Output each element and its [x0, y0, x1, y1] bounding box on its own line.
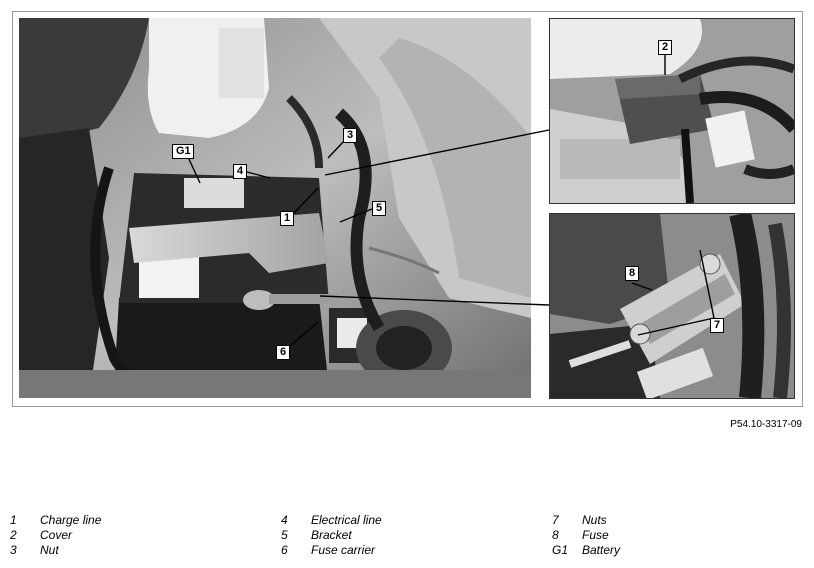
legend-label: Charge line [40, 513, 102, 527]
main-photo [19, 18, 531, 398]
legend-item [552, 513, 620, 528]
legend-number: 8 [552, 528, 559, 542]
legend-number: G1 [552, 543, 569, 557]
figure-reference: P54.10-3317-09 [730, 419, 802, 430]
callout-2: 2 [658, 40, 672, 55]
callout-6: 6 [276, 345, 290, 360]
callout-g1: G1 [172, 144, 194, 159]
legend-item [281, 543, 382, 558]
legend-number: 6 [281, 543, 288, 557]
callout-4: 4 [233, 164, 247, 179]
legend-number: 3 [10, 543, 17, 557]
callout-5: 5 [372, 201, 386, 216]
callout-3: 3 [343, 128, 357, 143]
legend-label: Cover [40, 528, 73, 542]
legend-label: Fuse [582, 528, 609, 542]
legend-item [10, 528, 101, 543]
legend-label: Bracket [311, 528, 352, 542]
legend-number: 5 [281, 528, 288, 542]
legend-number: 2 [10, 528, 17, 542]
legend-label: Battery [582, 543, 621, 557]
legend-number: 4 [281, 513, 288, 527]
callout-1: 1 [280, 211, 294, 226]
legend-item [10, 513, 101, 528]
callout-8: 8 [625, 266, 639, 281]
legend-label: Fuse carrier [311, 543, 376, 557]
legend-item [552, 543, 620, 558]
legend-item [281, 513, 382, 528]
legend-number: 7 [552, 513, 559, 527]
legend-column-2 [281, 513, 382, 558]
detail-photo-fuse [549, 213, 795, 399]
legend-column-3 [552, 513, 620, 558]
legend-item [10, 543, 101, 558]
detail-photo-cover [549, 18, 795, 204]
legend-label: Electrical line [311, 513, 382, 527]
legend-item [281, 528, 382, 543]
legend-number: 1 [10, 513, 17, 527]
legend-column-1 [10, 513, 101, 558]
callout-7: 7 [710, 318, 724, 333]
legend-label: Nuts [582, 513, 607, 527]
legend-item [552, 528, 620, 543]
legend-label: Nut [40, 543, 59, 557]
